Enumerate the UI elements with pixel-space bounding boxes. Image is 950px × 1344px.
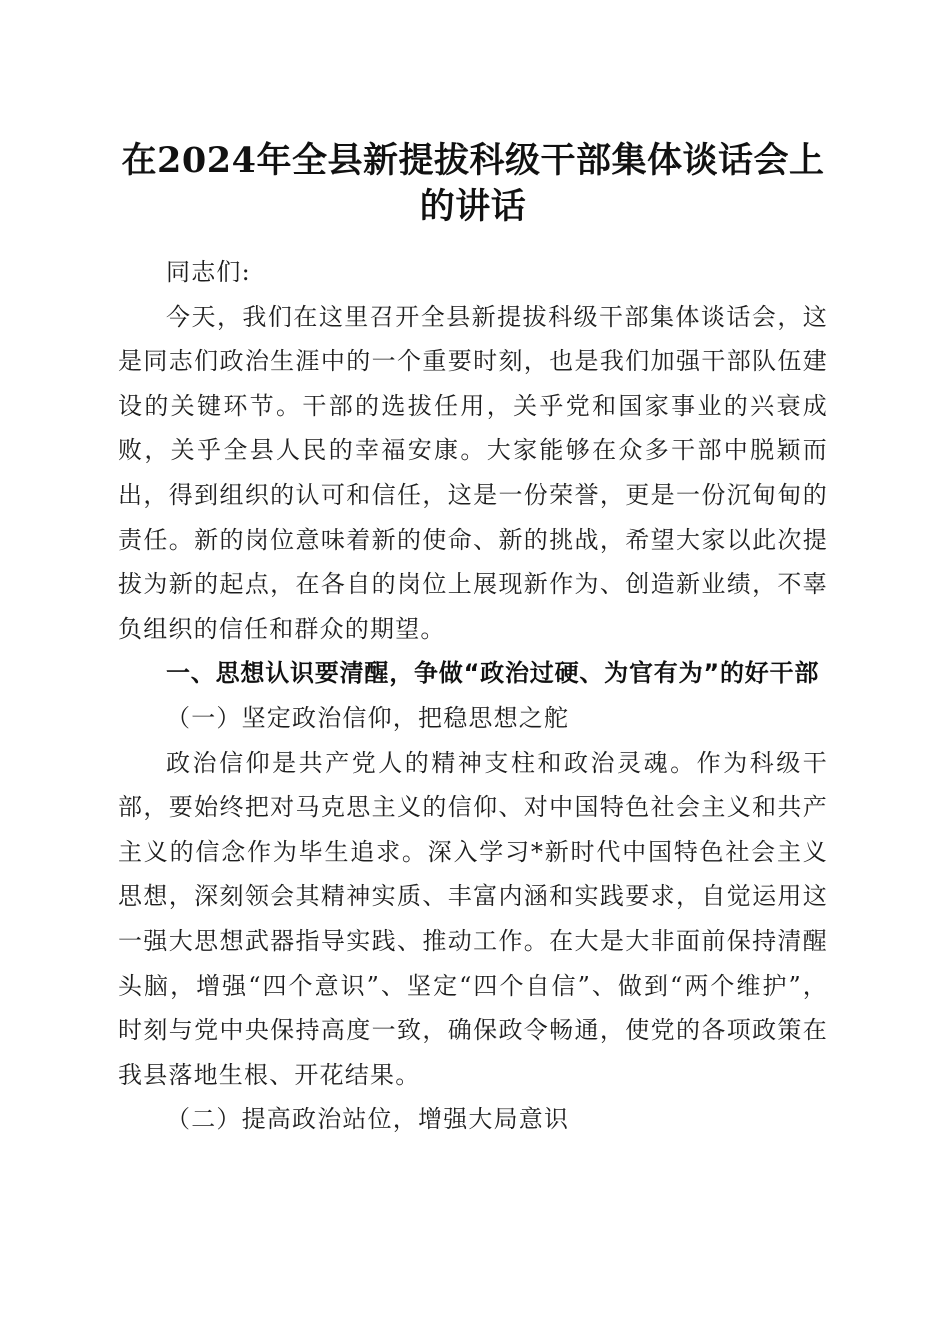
title-line-1: 在2024年全县新提拔科级干部集体谈话会上 — [121, 140, 825, 181]
intro-paragraph: 今天，我们在这里召开全县新提拔科级干部集体谈话会，这是同志们政治生涯中的一个重要时刻，也是我们加强干部队伍建设的关键环节。干部的选拔任用，关乎党和国家事业的兴衰成败，关乎全县人民的幸福安康。大家能够在众多干部中脱颖而出，得到组织的认可和信任，这是一份荣誉，更是一份沉甸甸的责任。新的岗位意味着新的使命、新的挑战，希望大家以此次提拔为新的起点，在各自的岗位上展现新作为、创造新业绩，不辜负组织的信任和群众的期望。 — [118, 302, 828, 643]
document-body — [118, 250, 828, 1142]
subsection-1-heading: （一）坚定政治信仰，把稳思想之舵 — [166, 703, 570, 732]
section-1-heading: 一、思想认识要清醒，争做“政治过硬、为官有为”的好干部 — [166, 659, 820, 688]
title-line-2: 的讲话 — [419, 186, 527, 227]
subsection-2-heading: （二）提高政治站位，增强大局意识 — [166, 1105, 570, 1134]
greeting: 同志们: — [166, 258, 251, 286]
document-page — [118, 138, 828, 1142]
subsection-1-paragraph: 政治信仰是共产党人的精神支柱和政治灵魂。作为科级干部，要始终把对马克思主义的信仰、对中国特色社会主义和共产主义的信念作为毕生追求。深入学习*新时代中国特色社会主义思想，深刻领会其精神实质、丰富内涵和实践要求，自觉运用这一强大思想武器指导实践、推动工作。在大是大非面前保持清醒头脑，增强“四个意识”、坚定“四个自信”、做到“两个维护”，时刻与党中央保持高度一致，确保政令畅通，使党的各项政策在我县落地生根、开花结果。 — [118, 748, 828, 1089]
document-title — [118, 138, 828, 230]
